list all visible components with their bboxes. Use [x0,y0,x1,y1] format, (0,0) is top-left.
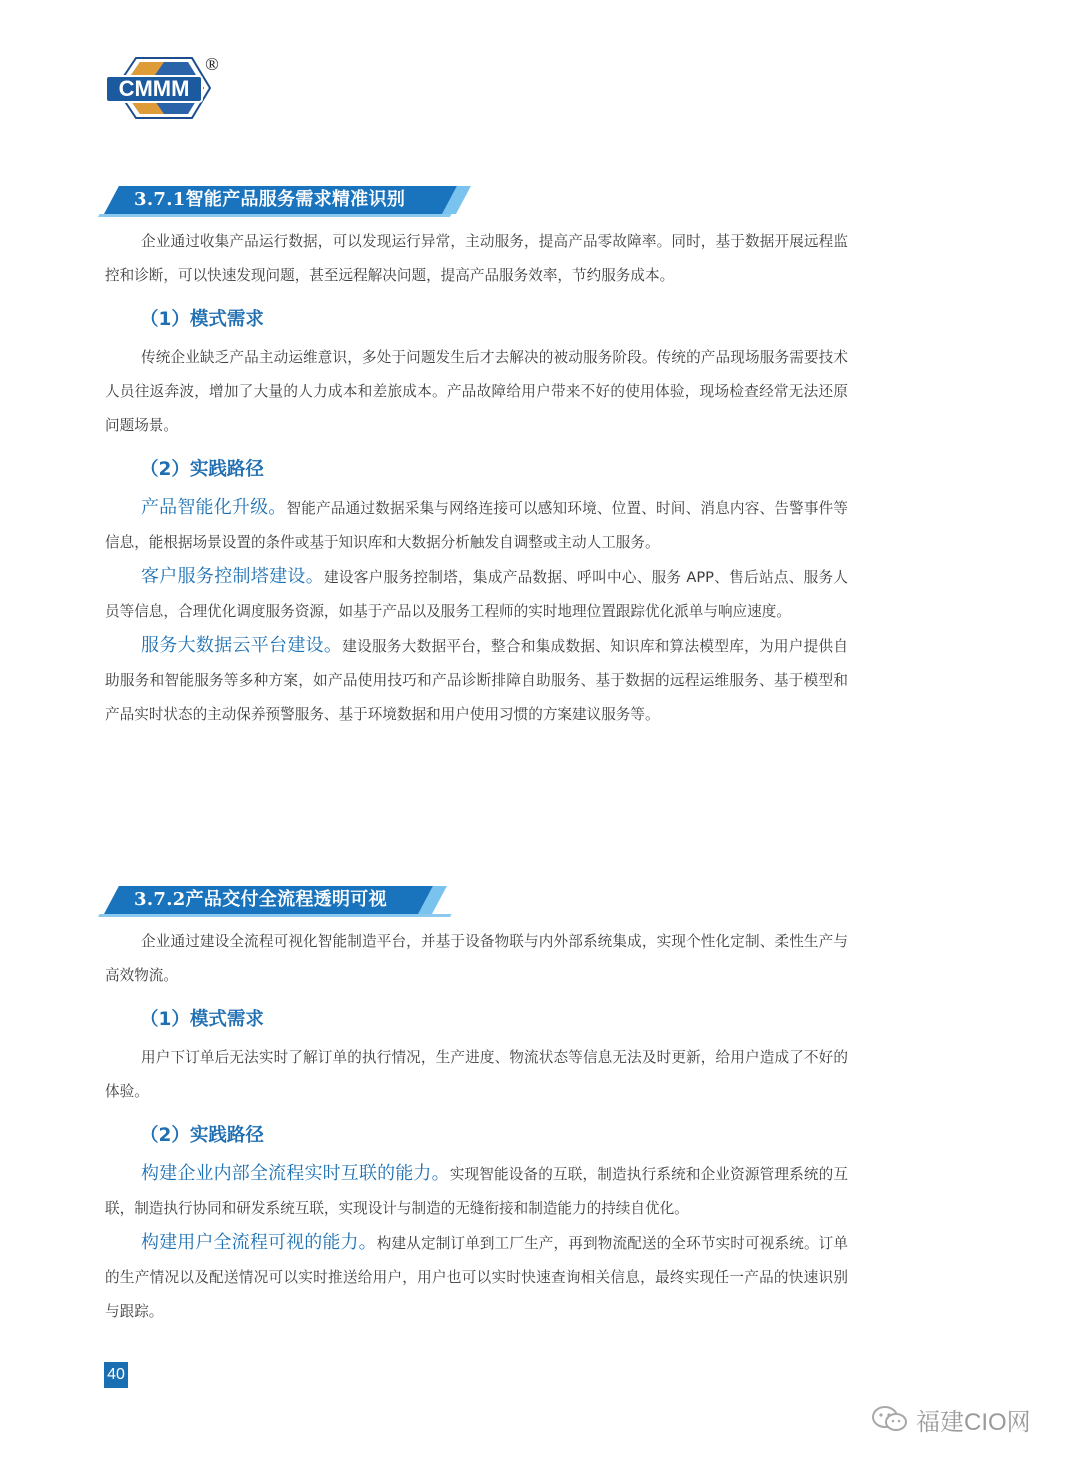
wechat-icon [870,1404,910,1434]
page-number: 40 [104,1362,128,1388]
section-intro: 企业通过建设全流程可视化智能制造平台，并基于设备物联与内外部系统集成，实现个性化定制、柔性生产与高效物流。 [105,933,848,984]
practice-item-text: 建设客户服务控制塔，集成产品数据、呼叫中心、服务 APP、售后站点、服务人员等信息，合理优化调度服务资源，如基于产品以及服务工程师的实时地理位置跟踪优化派单与响应速度。 [105,569,848,620]
section-3-7-2 [0,883,1080,1329]
practice-item [105,629,848,732]
section-title: 3.7.2产品交付全流程透明可视 [134,889,387,910]
practice-item-lead: 构建用户全流程可视的能力。 [141,1232,377,1253]
practice-item [105,1157,848,1226]
subheading-practice-path: （2）实践路径 [140,1125,264,1146]
section-intro: 企业通过收集产品运行数据，可以发现运行异常，主动服务，提高产品零故障率。同时，基于数据开展远程监控和诊断，可以快速发现问题，甚至远程解决问题，提高产品服务效率，节约服务成本。 [105,233,848,284]
practice-item-text: 建设服务大数据平台，整合和集成数据、知识库和算法模型库，为用户提供自助服务和智能服务等多种方案，如产品使用技巧和产品诊断排障自助服务、基于数据的远程运维服务、基于模型和产品实时状态的主动保养预警服务、基于环境数据和用户使用习惯的方案建议服务等。 [105,638,848,723]
cmmm-logo [102,50,226,126]
practice-item [105,560,848,629]
practice-item-lead: 客户服务控制塔建设。 [141,566,324,587]
subheading-practice-path: （2）实践路径 [140,459,264,480]
subheading-mode-demand: （1）模式需求 [140,1009,264,1030]
mode-demand-text: 用户下订单后无法实时了解订单的执行情况，生产进度、物流状态等信息无法及时更新，给用户造成了不好的体验。 [105,1049,848,1100]
section-title: 3.7.1智能产品服务需求精准识别 [134,189,406,210]
practice-item-lead: 产品智能化升级。 [141,497,287,518]
section-banner [104,183,464,219]
watermark [870,1402,1031,1436]
registered-mark: ® [205,54,219,74]
practice-item [105,1226,848,1329]
subheading-mode-demand: （1）模式需求 [140,309,264,330]
section-3-7-1 [0,183,1080,732]
section-banner [104,883,464,919]
practice-item-text: 实现智能设备的互联，制造执行系统和企业资源管理系统的互联，制造执行协同和研发系统互联，实现设计与制造的无缝衔接和制造能力的持续自优化。 [105,1166,848,1217]
practice-item-text: 构建从定制订单到工厂生产，再到物流配送的全环节实时可视系统。订单的生产情况以及配送情况可以实时推送给用户，用户也可以实时快速查询相关信息，最终实现任一产品的快速识别与跟踪。 [105,1235,849,1320]
mode-demand-text: 传统企业缺乏产品主动运维意识，多处于问题发生后才去解决的被动服务阶段。传统的产品现场服务需要技术人员往返奔波，增加了大量的人力成本和差旅成本。产品故障给用户带来不好的使用体验，现场检查经常无法还原问题场景。 [105,349,848,434]
practice-item-text: 智能产品通过数据采集与网络连接可以感知环境、位置、时间、消息内容、告警事件等信息，能根据场景设置的条件或基于知识库和大数据分析触发自调整或主动人工服务。 [105,500,848,551]
watermark-text: 福建CIO网 [916,1408,1031,1436]
practice-item-lead: 服务大数据云平台建设。 [141,635,343,656]
practice-item-lead: 构建企业内部全流程实时互联的能力。 [141,1163,450,1184]
logo-text: CMMM [118,76,190,101]
practice-item [105,491,848,560]
